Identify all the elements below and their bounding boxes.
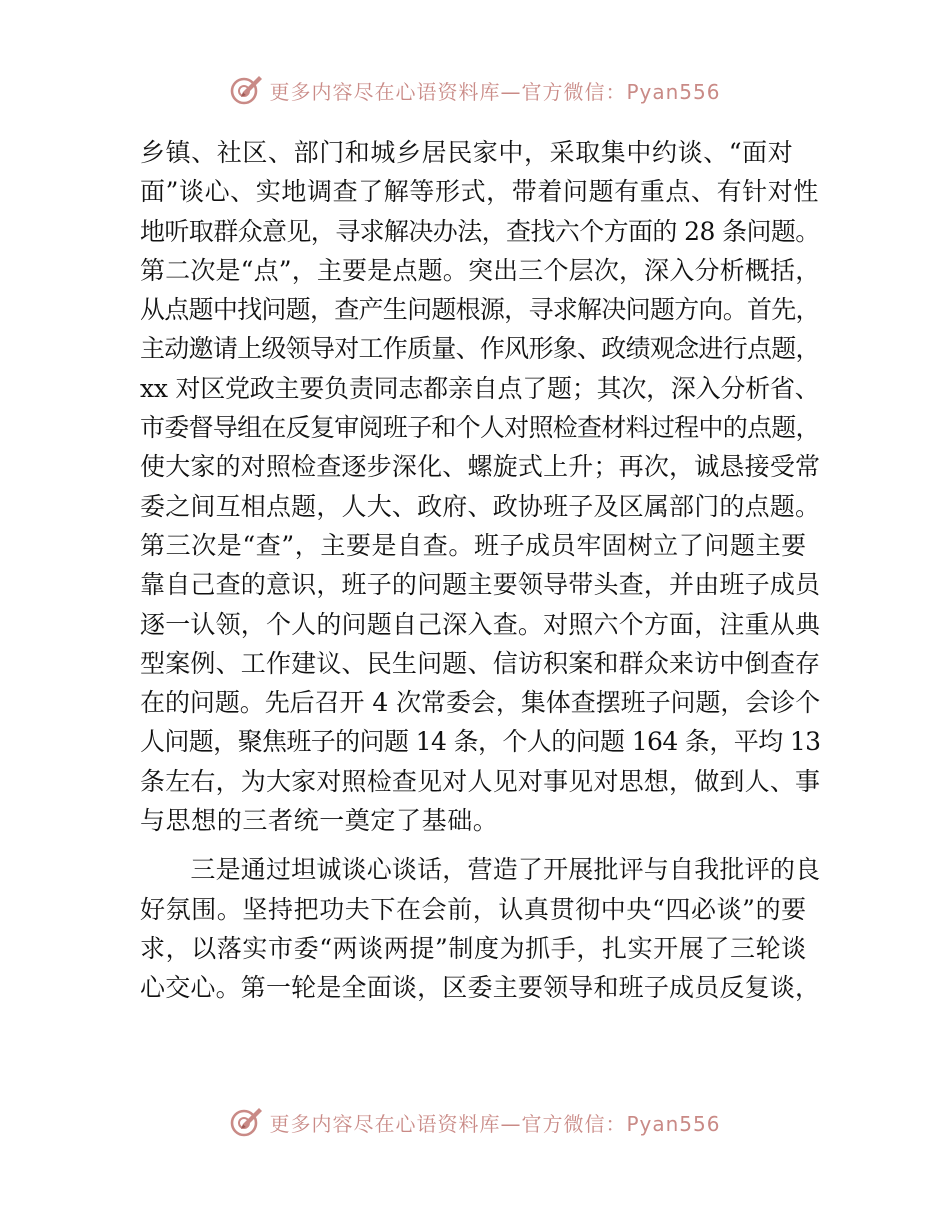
text-line: 逐一认领，个人的问题自己深入查。对照六个方面，注重从典 xyxy=(140,609,821,639)
watermark-text: 更多内容尽在心语资料库—官方微信：Pyan556 xyxy=(269,79,721,104)
text-line: 第三次是“查”，主要是自查。班子成员牢固树立了问题主要 xyxy=(140,530,807,560)
paragraph-2 xyxy=(140,850,820,1007)
text-line: 市委督导组在反复审阅班子和个人对照检查材料过程中的点题， xyxy=(140,413,820,443)
pen-seal-icon xyxy=(229,73,263,107)
text-line: 使大家的对照检查逐步深化、螺旋式上升；再次，诚恳接受常 xyxy=(140,452,821,482)
text-line: 地听取群众意见，寻求解决办法，查找六个方面的 28 条问题。 xyxy=(140,216,820,246)
footer-watermark xyxy=(0,1102,950,1142)
header-watermark xyxy=(0,70,950,110)
text-line: 条左右，为大家对照检查见对人见对事见对思想，做到人、事 xyxy=(140,766,821,796)
text-line: 型案例、工作建议、民生问题、信访积案和群众来访中倒查存 xyxy=(140,648,821,678)
text-line: 在的问题。先后召开 4 次常委会，集体查摆班子问题，会诊个 xyxy=(140,688,821,718)
text-line: 主动邀请上级领导对工作质量、作风形象、政绩观念进行点题， xyxy=(140,334,820,364)
text-line: 心交心。第一轮是全面谈，区委主要领导和班子成员反复谈， xyxy=(140,973,821,1003)
text-line: 委之间互相点题，人大、政府、政协班子及区属部门的点题。 xyxy=(140,491,821,521)
paragraph-1 xyxy=(140,133,820,840)
document-body xyxy=(140,133,820,1008)
watermark-text: 更多内容尽在心语资料库—官方微信：Pyan556 xyxy=(269,1111,721,1136)
text-line: 第二次是“点”，主要是点题。突出三个层次，深入分析概括， xyxy=(140,255,821,285)
text-line: 面”谈心、实地调查了解等形式，带着问题有重点、有针对性 xyxy=(140,177,819,207)
text-line: 求，以落实市委“两谈两提”制度为抓手，扎实开展了三轮谈 xyxy=(140,933,807,963)
text-line: xx 对区党政主要负责同志都亲自点了题；其次，深入分析省、 xyxy=(140,373,820,403)
pen-seal-icon xyxy=(229,1105,263,1139)
text-line: 三是通过坦诚谈心谈话，营造了开展批评与自我批评的良 xyxy=(140,855,821,885)
text-line: 乡镇、社区、部门和城乡居民家中，采取集中约谈、“面对 xyxy=(140,138,794,167)
text-line: 靠自己查的意识，班子的问题主要领导带头查，并由班子成员 xyxy=(140,570,821,600)
text-line: 好氛围。坚持把功夫下在会前，认真贯彻中央“四必谈”的要 xyxy=(140,894,807,924)
text-line: 从点题中找问题，查产生问题根源，寻求解决问题方向。首先， xyxy=(140,295,820,325)
text-line: 人问题，聚焦班子的问题 14 条，个人的问题 164 条，平均 13 xyxy=(140,727,821,757)
text-line: 与思想的三者统一奠定了基础。 xyxy=(140,806,499,836)
